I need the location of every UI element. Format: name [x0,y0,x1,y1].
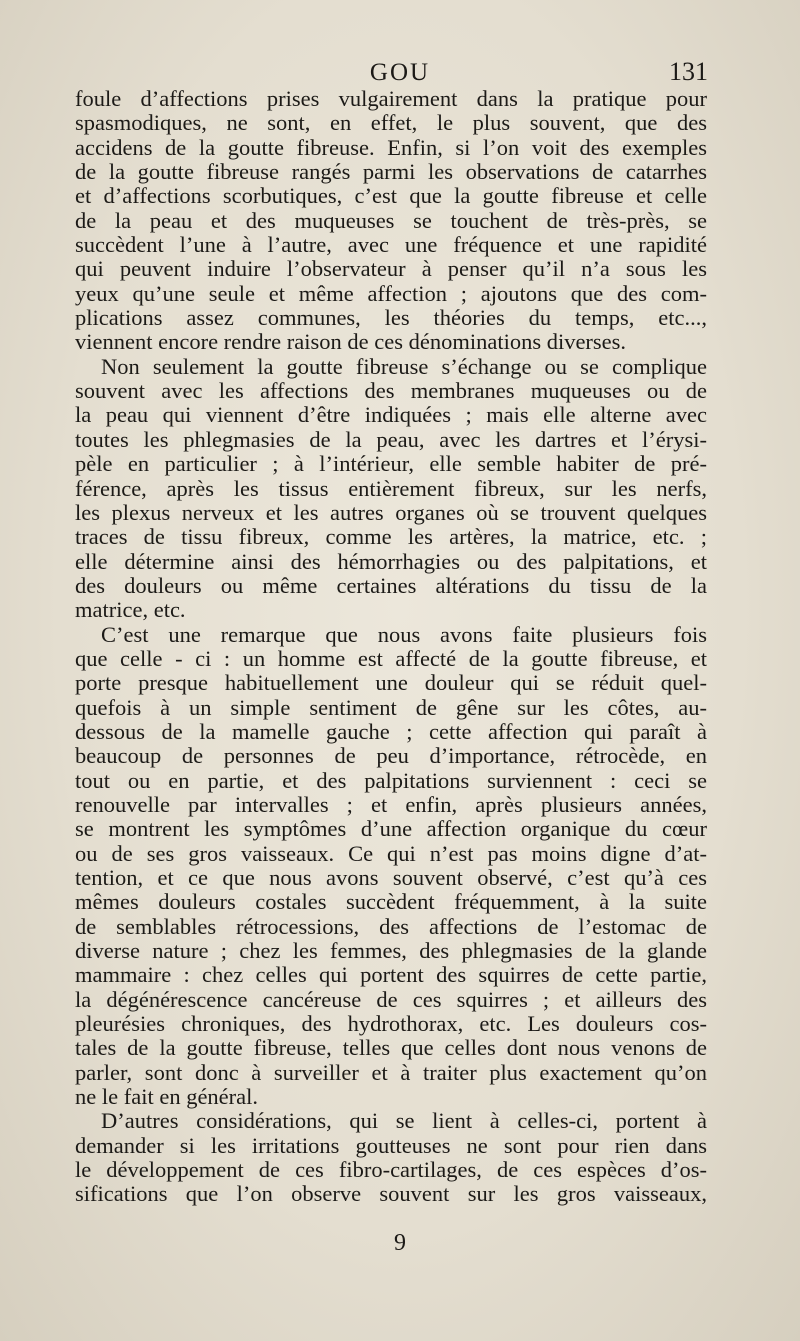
text-line: pèle en particulier ; à l’intérieur, elle semble habiter de pré- [75,451,707,477]
text-line: traces de tissu fibreux, comme les artères, la matrice, etc. ; [75,524,707,550]
text-line: ou de ses gros vaisseaux. Ce qui n’est pas moins digne d’at- [75,840,707,866]
text-line: parler, sont donc à surveiller et à traiter plus exactement qu’on [75,1059,707,1085]
body-text [75,87,707,1207]
text-line: de la peau et des muqueuses se touchent de très-près, se [75,207,707,233]
signature-mark: 9 [394,1230,406,1256]
text-line: quefois à un simple sentiment de gêne sur les côtes, au- [75,694,707,720]
text-line: le développement de ces fibro-cartilages, de ces espèces d’os- [75,1157,707,1183]
text-line: tention, et ce que nous avons souvent observé, c’est qu’à ces [75,865,707,890]
text-line: dessous de la mamelle gauche ; cette affection qui paraît à [75,718,707,744]
text-line: la peau qui viennent d’être indiquées ; mais elle alterne avec [75,402,707,428]
text-line: spasmodiques, ne sont, en effet, le plus souvent, que des [75,110,707,136]
text-line: pleurésies chroniques, des hydrothorax, etc. Les douleurs cos- [75,1011,707,1037]
text-line: accidens de la goutte fibreuse. Enfin, si l’on voit des exemples [75,134,707,160]
page-number: 131 [669,57,708,86]
text-line: de semblables rétrocessions, des affections de l’estomac de [75,913,707,939]
text-line: tales de la goutte fibreuse, telles que celles dont nous venons de [75,1035,707,1061]
text-line: matrice, etc. [75,597,186,623]
text-line: ne le fait en général. [75,1084,259,1110]
text-line: de la goutte fibreuse rangés parmi les observations de catarrhes [75,159,707,185]
text-line: plications assez communes, les théories du temps, etc..., [75,305,707,331]
text-line: D’autres considérations, qui se lient à celles-ci, portent à [101,1108,707,1134]
text-line: qui peuvent induire l’observateur à penser qu’il n’a sous les [75,256,707,282]
text-line: toutes les phlegmasies de la peau, avec les dartres et l’érysi- [75,426,707,452]
text-line: demander si les irritations goutteuses ne sont pour rien dans [75,1132,707,1158]
text-line: férence, après les tissus entièrement fibreux, sur les nerfs, [75,475,707,501]
text-line: mammaire : chez celles qui portent des squirres de cette partie, [75,962,707,988]
text-line: et d’affections scorbutiques, c’est que la goutte fibreuse et celle [75,183,707,209]
text-line: diverse nature ; chez les femmes, des phlegmasies de la glande [75,938,707,964]
text-line: porte presque habituellement une douleur qui se réduit quel- [75,670,707,696]
text-line: succèdent l’une à l’autre, avec une fréquence et une rapidité [75,232,707,258]
text-line: sifications que l’on observe souvent sur les gros vaisseaux, [75,1181,707,1207]
text-line: souvent avec les affections des membranes muqueuses ou de [75,378,707,404]
text-line: foule d’affections prises vulgairement dans la pratique pour [75,86,707,111]
text-line: renouvelle par intervalles ; et enfin, après plusieurs années, [75,791,707,817]
text-line: les plexus nerveux et les autres organes où se trouvent quelques [75,499,707,525]
text-line: se montrent les symptômes d’une affection organique du cœur [75,816,707,842]
text-line: que celle - ci : un homme est affecté de la goutte fibreuse, et [75,645,707,671]
text-line: beaucoup de personnes de peu d’importance, rétrocède, en [75,743,707,769]
text-line: yeux qu’une seule et même affection ; ajoutons que des com- [75,280,707,306]
text-line: C’est une remarque que nous avons faite plusieurs fois [101,621,707,647]
text-line: la dégénérescence cancéreuse de ces squirres ; et ailleurs des [75,986,707,1012]
text-line: viennent encore rendre raison de ces dénominations diverses. [75,329,627,355]
text-line: Non seulement la goutte fibreuse s’échange ou se complique [101,353,707,379]
running-head: GOU [369,59,431,86]
text-line: elle détermine ainsi des hémorrhagies ou des palpitations, et [75,548,707,574]
text-line: tout ou en partie, et des palpitations surviennent : ceci se [75,767,707,793]
text-line: mêmes douleurs costales succèdent fréquemment, à la suite [75,889,707,915]
text-line: des douleurs ou même certaines altérations du tissu de la [75,572,707,598]
